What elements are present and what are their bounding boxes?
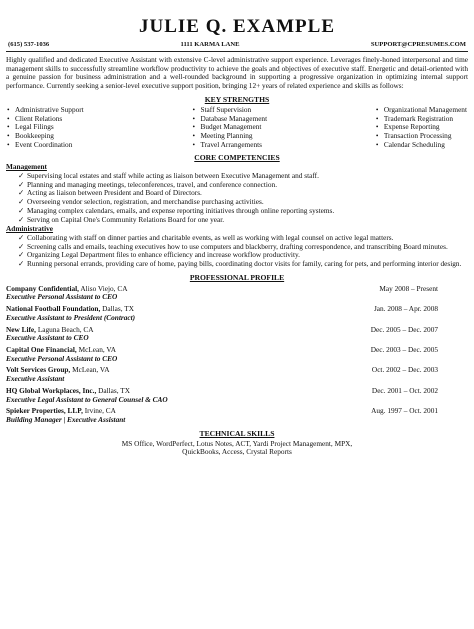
company-location: McLean, VA <box>72 365 110 375</box>
list-item: ✓ Collaborating with staff on dinner parties and charitable events, as well as working with legal counsel on active legal matters. <box>18 232 394 242</box>
strength-item: • Calendar Scheduling <box>376 141 467 150</box>
job-entry <box>6 285 468 302</box>
job-entry <box>6 366 468 383</box>
contact-line <box>6 41 468 49</box>
checkmark-icon: ✓ <box>18 232 25 242</box>
header-divider <box>6 51 468 52</box>
company-name: Company Confidential, <box>6 283 79 293</box>
strength-item: • Bookkeeping <box>7 132 84 141</box>
checkmark-icon: ✓ <box>18 197 25 207</box>
company-name: Spieker Properties, LLP, <box>6 406 83 416</box>
checkmark-icon: ✓ <box>18 250 25 260</box>
strength-item: • Transaction Processing <box>376 132 467 141</box>
company-location: Dallas, TX <box>98 385 130 395</box>
resume-page <box>0 16 474 629</box>
strength-item: • Event Coordination <box>7 141 84 150</box>
list-item: ✓ Serving on Capital One's Community Relations Board for one year. <box>18 214 225 224</box>
strength-item: • Meeting Planning <box>192 132 267 141</box>
company-location: Aliso Viejo, CA <box>80 283 128 293</box>
company-name: Volt Services Group, <box>6 365 71 375</box>
strength-item: • Legal Filings <box>7 123 84 132</box>
skills-line: MS Office, WordPerfect, Lotus Notes, ACT, Yardi Project Management, MPX, <box>121 438 353 448</box>
strength-item: • Administrative Support <box>7 106 84 115</box>
technical-skills-text <box>6 440 468 457</box>
strength-item: • Trademark Registration <box>376 115 467 124</box>
professional-profile-heading: PROFESSIONAL PROFILE <box>189 272 285 282</box>
job-entry <box>6 387 468 404</box>
checkmark-icon: ✓ <box>18 214 25 224</box>
job-entry <box>6 407 468 424</box>
administrative-list <box>6 234 468 269</box>
strength-item: • Organizational Management <box>376 106 467 115</box>
technical-skills-heading: TECHNICAL SKILLS <box>199 428 275 438</box>
job-title: Executive Personal Assistant to CEO <box>6 292 118 302</box>
job-title: Building Manager | Executive Assistant <box>6 414 126 424</box>
company-location: Dallas, TX <box>102 304 134 314</box>
management-subheading: Management <box>6 162 47 172</box>
email: SUPPORT@CPRESUMES.COM <box>370 41 466 48</box>
job-dates: Jan. 2008 – Apr. 2008 <box>373 304 438 314</box>
company-name: National Football Foundation, <box>6 304 101 314</box>
management-list <box>6 172 468 224</box>
checkmark-icon: ✓ <box>18 259 25 269</box>
job-title: Executive Legal Assistant to General Counsel & CAO <box>6 394 168 404</box>
checkmark-icon: ✓ <box>18 241 25 251</box>
strength-item: • Travel Arrangements <box>192 141 267 150</box>
strength-item: • Client Relations <box>7 115 84 124</box>
key-strengths-list <box>6 106 468 150</box>
phone: (615) 537-1036 <box>8 41 50 48</box>
company-location: McLean, VA <box>78 344 117 354</box>
key-strengths-heading: KEY STRENGTHS <box>204 94 270 104</box>
job-dates: Dec. 2001 – Oct. 2002 <box>371 385 438 395</box>
job-title: Executive Personal Assistant to CEO <box>6 353 118 363</box>
list-item: ✓ Overseeing vendor selection, registration, and merchandise purchasing activities. <box>18 197 264 207</box>
list-item: ✓ Managing complex calendars, emails, and expense reporting initiatives through online reporting systems. <box>18 205 335 215</box>
checkmark-icon: ✓ <box>18 205 25 215</box>
list-item: ✓ Running personal errands, providing care of home, paying bills, coordinating doctor visits for family, caring for pets, and performing interior design. <box>18 259 462 269</box>
administrative-subheading: Administrative <box>6 224 54 234</box>
list-item: ✓ Planning and managing meetings, teleconferences, travel, and conference connection. <box>18 179 278 189</box>
company-location: Laguna Beach, CA <box>37 324 94 334</box>
job-title: Executive Assistant to President (Contract) <box>6 312 136 322</box>
checkmark-icon: ✓ <box>18 188 25 198</box>
strength-item: • Staff Supervision <box>192 106 267 115</box>
strength-item: • Database Management <box>192 115 267 124</box>
job-dates: Oct. 2002 – Dec. 2003 <box>371 365 438 375</box>
job-entry <box>6 346 468 363</box>
job-entry <box>6 326 468 343</box>
summary-paragraph: Highly qualified and dedicated Executive Assistant with extensive C-level administrative support experience. Leverages finely-honed interpersonal and time management skills to successfully streamline workflow productivity to achieve the goals and objectives of executive staff. Energetic and detail-oriented with a genuine passion for business administration and a well-rounded background in supporting a progressive organization in optimizing internal support performance. Currently seeking a senior-level executive support position, bringing 12+ years of related experience and skills as follows: <box>6 55 468 91</box>
strength-item: • Budget Management <box>192 123 267 132</box>
company-name: HQ Global Workplaces, Inc., <box>6 385 97 395</box>
strengths-column-1 <box>7 106 84 150</box>
list-item: ✓ Screening calls and emails, teaching executives how to use computers and blackberry, drafting correspondence, and transcribing Board minutes. <box>18 241 448 251</box>
list-item: ✓ Organizing Legal Department files to enhance efficiency and increase workflow productivity. <box>18 250 300 260</box>
company-location: Irvine, CA <box>84 406 116 416</box>
job-dates: Dec. 2005 – Dec. 2007 <box>370 324 438 334</box>
checkmark-icon: ✓ <box>18 171 25 181</box>
candidate-name: JULIE Q. EXAMPLE <box>139 16 335 37</box>
list-item: ✓ Acting as liaison between President and Board of Directors. <box>18 188 202 198</box>
skills-line: QuickBooks, Access, Crystal Reports <box>182 447 292 457</box>
checkmark-icon: ✓ <box>18 179 25 189</box>
list-item: ✓ Supervising local estates and staff while acting as liaison between Executive Management and staff. <box>18 171 319 181</box>
job-dates: Dec. 2003 – Dec. 2005 <box>370 344 438 354</box>
strengths-column-2 <box>192 106 267 150</box>
job-dates: Aug. 1997 – Oct. 2001 <box>371 406 438 416</box>
job-dates: May 2008 – Present <box>379 283 438 293</box>
address: 1111 KARMA LANE <box>180 41 240 48</box>
job-entry <box>6 305 468 322</box>
strengths-column-3 <box>376 106 467 150</box>
core-competencies-heading: CORE COMPETENCIES <box>194 153 280 163</box>
company-name: New Life, <box>6 324 36 334</box>
job-title: Executive Assistant to CEO <box>6 333 89 343</box>
job-title: Executive Assistant <box>6 374 65 384</box>
company-name: Capital One Financial, <box>6 344 77 354</box>
strength-item: • Expense Reporting <box>376 123 467 132</box>
